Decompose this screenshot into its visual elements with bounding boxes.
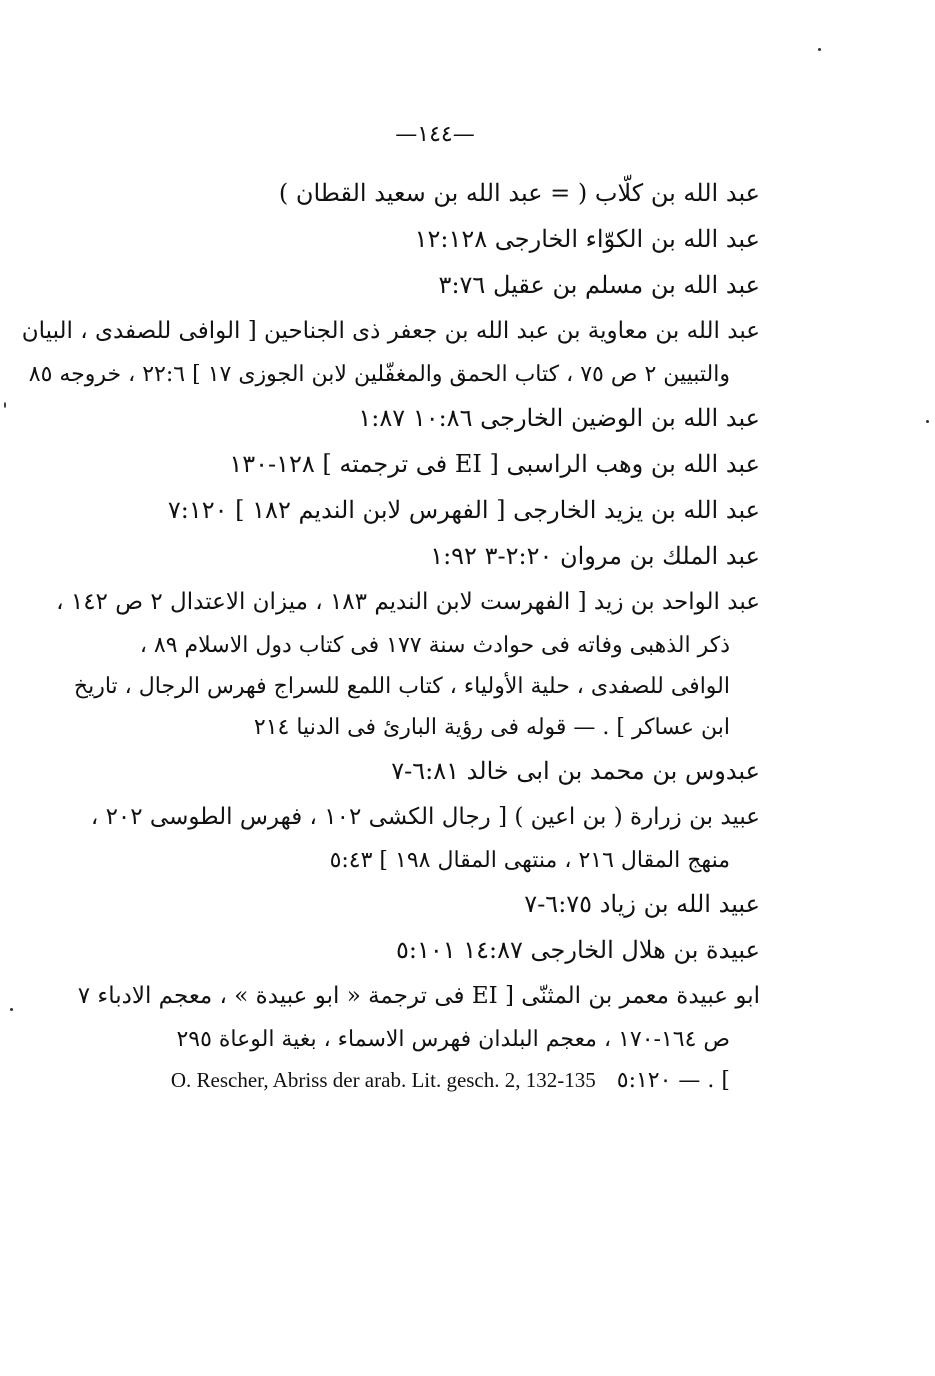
index-entry [100, 533, 760, 579]
entry-line: عبد الله بن يزيد الخارجى [ الفهرس لابن النديم ١٨٢ ] ٧:١٢٠ [167, 496, 760, 524]
entry-line: عبد الله بن الكوّاء الخارجى ١٢:١٢٨ [414, 225, 760, 253]
entry-line: عبيد بن زرارة ( بن اعين ) [ رجال الكشى ١٠٢ ، فهرس الطوسى ٢٠٢ ، [90, 804, 760, 830]
entry-line: عبيد الله بن زياد ٦:٧٥-٧ [524, 890, 760, 918]
index-entry [100, 927, 760, 973]
entry-line: عبدوس بن محمد بن ابى خالد ٦:٨١-٧ [391, 757, 760, 785]
entry-line: ابو عبيدة معمر بن المثنّى [ EI فى ترجمة « ابو عبيدة » ، معجم الادباء ٧ [77, 983, 760, 1009]
page-number: —١٤٤— [395, 122, 475, 147]
entry-line: عبد الله بن كلّاب ( = عبد الله بن سعيد القطان ) [278, 179, 760, 207]
index-entry [100, 487, 760, 533]
entry-line: عبد الواحد بن زيد [ الفهرست لابن النديم ١٨٣ ، ميزان الاعتدال ٢ ص ١٤٢ ، [56, 589, 760, 615]
entry-continuation-line: منهج المقال ٢١٦ ، منتهى المقال ١٩٨ ] ٥:٤٣ [329, 848, 730, 873]
scan-speck [10, 1008, 13, 1011]
scan-speck [926, 420, 929, 423]
index-entry [100, 395, 760, 441]
entry-line: عبد الله بن وهب الراسبى [ EI فى ترجمته ] ١٢٨-١٣٠ [229, 450, 760, 478]
latin-reference: O. Rescher, Abriss der arab. Lit. gesch. 2, 132-135 [170, 1068, 596, 1092]
entry-line: عبد الملك بن مروان ٢:٢٠-٣ ١:٩٢ [430, 542, 760, 570]
index-entry [100, 881, 760, 927]
scan-speck [818, 48, 821, 51]
entry-continuation-line: ابن عساكر ] . — قوله فى رؤية البارئ فى الدنيا ٢١٤ [253, 715, 730, 740]
index-entry [77, 973, 760, 1101]
index-entry [90, 794, 760, 881]
index-entries [21, 170, 760, 1101]
entry-latin-line [100, 1060, 760, 1101]
entry-continuation-line: والتبيين ٢ ص ٧٥ ، كتاب الحمق والمغفّلين لابن الجوزى ١٧ ] ٢٢:٦ ، خروجه ٨٥ [28, 362, 730, 387]
index-entry [100, 441, 760, 487]
index-entry [100, 216, 760, 262]
reference-suffix: ] . — ٥:١٢٠ [616, 1068, 730, 1093]
entry-continuation-line: ذكر الذهبى وفاته فى حوادث سنة ١٧٧ فى كتاب دول الاسلام ٨٩ ، [139, 633, 730, 658]
entry-line: عبيدة بن هلال الخارجى ١٤:٨٧ ٥:١٠١ [395, 936, 760, 964]
entry-line: عبد الله بن الوضين الخارجى ١٠:٨٦ ١:٨٧ [358, 404, 760, 432]
index-entry [100, 748, 760, 794]
index-entry [56, 579, 760, 748]
scan-speck [4, 402, 6, 408]
index-entry [100, 170, 760, 216]
entry-continuation-line: الوافى للصفدى ، حلية الأولياء ، كتاب اللمع للسراج فهرس الرجال ، تاريخ [73, 674, 730, 699]
entry-line: عبد الله بن مسلم بن عقيل ٣:٧٦ [438, 271, 760, 299]
index-entry [100, 262, 760, 308]
index-entry [21, 308, 760, 395]
entry-continuation-line: ص ١٦٤-١٧٠ ، معجم البلدان فهرس الاسماء ، بغية الوعاة ٢٩٥ [176, 1027, 730, 1052]
entry-line: عبد الله بن معاوية بن عبد الله بن جعفر ذى الجناحين [ الوافى للصفدى ، البيان [21, 318, 760, 344]
